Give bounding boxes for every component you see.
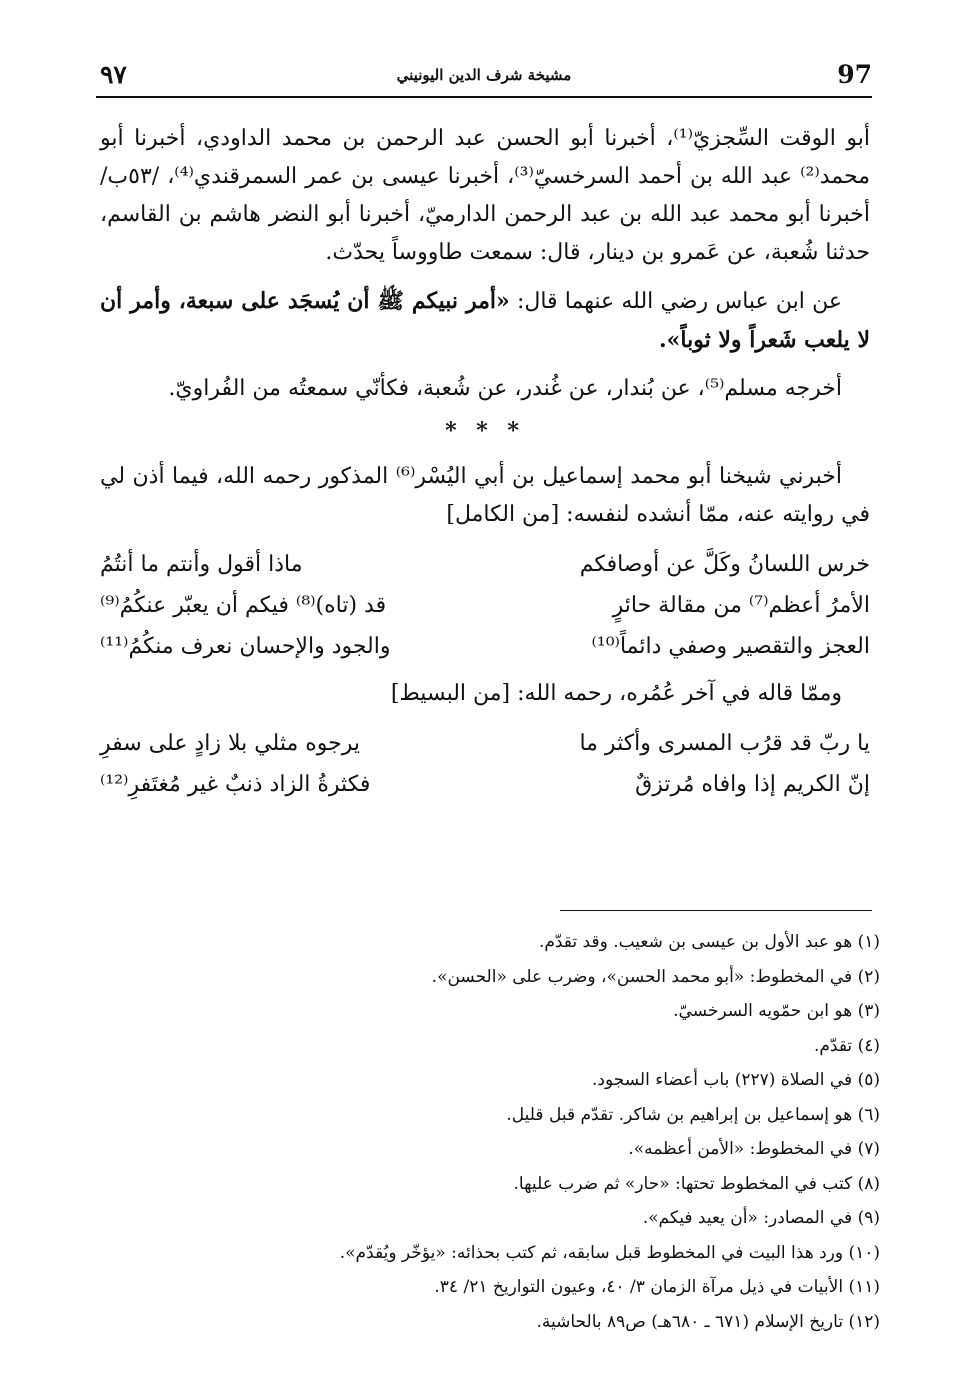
verse-second-hemistich: والجود والإحسان نعرف منكُمُ⁽¹¹⁾ <box>100 634 391 659</box>
footnote: (١٠) ورد هذا البيت في المخطوط قبل سابقه، ثم كتب بحذائه: «يؤخّر ويُقدّم». <box>339 1242 880 1263</box>
footnote: (١٢) تاريخ الإسلام (٦٧١ ـ ٦٨٠هـ) ص٨٩ بالحاشية. <box>536 1311 880 1332</box>
footnote: (٤) تقدّم. <box>813 1035 880 1056</box>
section-divider: * * * <box>445 418 525 444</box>
footnote: (٧) في المخطوط: «الأمن أعظمه». <box>628 1139 880 1159</box>
footnote: (٨) كتب في المخطوط تحتها: «حار» ثم ضرب عليها. <box>513 1173 880 1194</box>
footnote: (١) هو عبد الأول بن عيسى بن شعيب. وقد تقدّم. <box>538 932 880 952</box>
verse-second-hemistich: قد (تاه)⁽⁸⁾ فيكم أن يعبّر عنكُمُ⁽⁹⁾ <box>100 593 387 618</box>
paragraph-poem2-intro: وممّا قاله في آخر عُمُره، رحمه الله: [من البسيط] <box>390 681 842 706</box>
verse-line <box>100 585 870 626</box>
footnotes <box>200 925 880 1339</box>
page-number-latin: 97 <box>837 60 872 89</box>
verse-first-hemistich: الأمرُ أعظم⁽⁷⁾ من مقالة حائرٍ <box>612 593 870 618</box>
hadith-text: «أمر نبيكم ﷺ أن يُسجَد على سبعة، وأمر أن لا يلعب شَعراً ولا ثوباً». <box>100 288 870 353</box>
verse-line <box>100 723 870 764</box>
verse-line <box>100 764 870 805</box>
footnote-separator <box>560 910 872 911</box>
page-number-arabic: ٩٧ <box>100 60 127 89</box>
footnote: (٣) هو ابن حمّويه السرخسيّ. <box>673 1001 880 1021</box>
footnote: (٥) في الصلاة (٢٢٧) باب أعضاء السجود. <box>592 1070 880 1090</box>
poem-kamil <box>100 544 870 667</box>
main-text <box>100 120 870 813</box>
verse-first-hemistich: العجز والتقصير وصفي دائماً⁽¹⁰⁾ <box>591 634 870 659</box>
poem-basit <box>100 723 870 805</box>
verse-second-hemistich: ماذا أقول وأنتم ما أنتُمُ <box>100 552 303 577</box>
running-title: مشيخة شرف الدين اليونيني <box>396 66 572 84</box>
footnote: (٦) هو إسماعيل بن إبراهيم بن شاكر. تقدّم قبل قليل. <box>506 1104 880 1125</box>
verse-first-hemistich: يا ربّ قد قرُب المسرى وأكثر ما <box>579 731 870 756</box>
verse-line <box>100 626 870 667</box>
paragraph-takhrij: أخرجه مسلم⁽⁵⁾، عن بُندار، عن غُندر، عن شُعبة، فكأنّي سمعتُه من الفُراويّ. <box>168 376 842 401</box>
verse-second-hemistich: فكثرةُ الزاد ذنبٌ غير مُغتَفرِ⁽¹²⁾ <box>100 772 371 797</box>
verse-second-hemistich: يرجوه مثلي بلا زادٍ على سفرِ <box>100 731 360 756</box>
footnote: (٩) في المصادر: «أن يعيد فيكم». <box>642 1208 880 1228</box>
paragraph-poem-intro: أخبرني شيخنا أبو محمد إسماعيل بن أبي اليُسْر⁽⁶⁾ المذكور رحمه الله، فيما أذن لي في روايته عنه، ممّا أنشده لنفسه: [من الكامل] <box>100 464 870 527</box>
hadith-lead: عن ابن عباس رضي الله عنهما قال: <box>509 289 842 314</box>
footnote: (٢) في المخطوط: «أبو محمد الحسن»، وضرب على «الحسن». <box>431 966 880 987</box>
paragraph-hadith <box>100 282 870 360</box>
verse-first-hemistich: خرس اللسانُ وكَلَّ عن أوصافكم <box>579 552 870 577</box>
page-header <box>96 58 872 98</box>
footnote: (١١) الأبيات في ذيل مرآة الزمان ٣/ ٤٠، وعيون التواريخ ٢١/ ٣٤. <box>434 1277 880 1297</box>
verse-first-hemistich: إنّ الكريم إذا وافاه مُرتزقٌ <box>635 772 870 797</box>
verse-line <box>100 544 870 585</box>
paragraph-isnad: أبو الوقت السِّجزيّ⁽¹⁾، أخبرنا أبو الحسن عبد الرحمن بن محمد الداودي، أخبرنا أبو محمد⁽²⁾ عبد الله بن أحمد السرخسيّ⁽³⁾، أخبرنا عيسى بن عمر السمرقندي⁽⁴⁾، /٥٣ب/ أخبرنا أبو محمد عبد الله بن عبد الرحمن الدارميّ، أخبرنا أبو النضر هاشم بن القاسم، حدثنا شُعبة، عن عَمرو بن دينار، قال: سمعت طاووساً يحدّث. <box>100 126 870 265</box>
